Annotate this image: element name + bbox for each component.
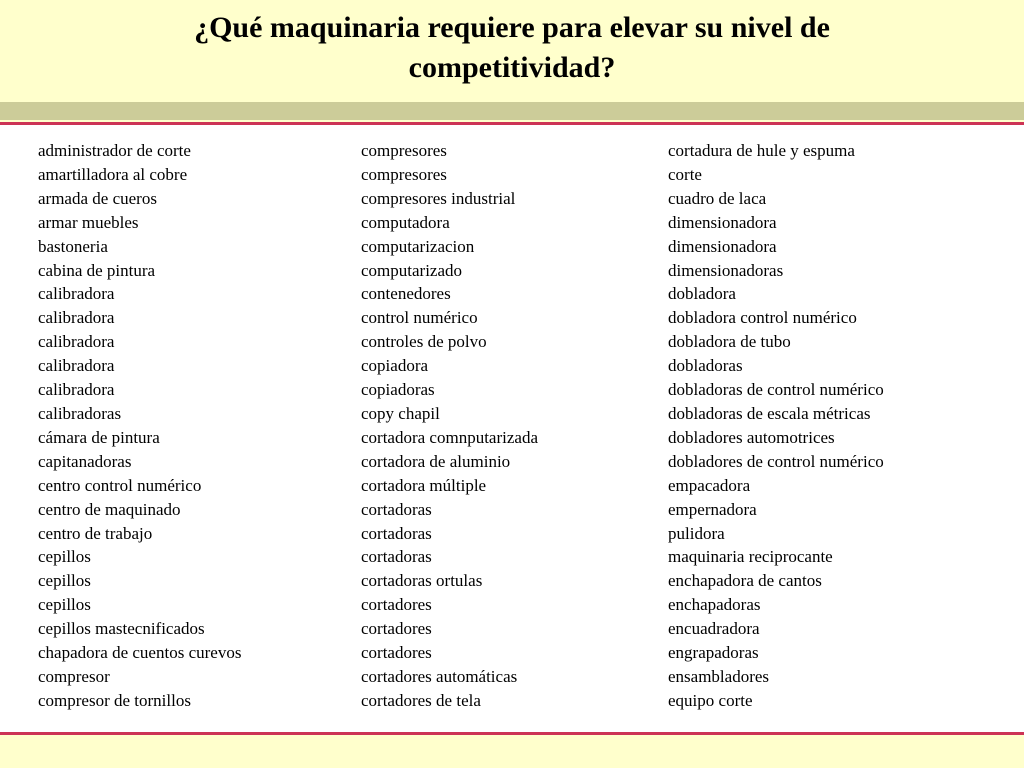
list-item: equipo corte [668,690,753,710]
list-item: dobladora control numérico [668,308,857,328]
list-item: cortadores [361,619,432,639]
slide-title-line-1: ¿Qué maquinaria requiere para elevar su nivel de [194,11,830,44]
list-item: cortadores [361,643,432,663]
list-item: ensambladores [668,666,770,686]
list-item: contenedores [361,284,451,304]
list-item: compresor [38,666,110,686]
list-item: dobladores de control numérico [668,451,884,471]
list-item: cortadura de hule y espuma [668,141,855,160]
list-item: cortadoras [361,499,432,519]
list-item: armar muebles [38,212,139,232]
slide-title-line-2: competitividad? [408,51,616,84]
machinery-list-column-1 [38,139,241,713]
list-item: cortadoras [361,523,432,543]
list-item: calibradora [38,308,115,328]
header-divider-olive [0,102,1024,120]
list-item: compresores [361,141,447,160]
header-divider-red [0,122,1024,125]
list-item: centro de maquinado [38,499,181,519]
list-item: calibradoras [38,403,122,423]
list-item: centro de trabajo [38,523,153,543]
list-item: dobladores automotrices [668,427,835,447]
list-item: cepillos [38,571,91,591]
list-item: copy chapil [361,403,440,423]
list-item: corte [668,164,702,184]
list-item: computarizado [361,260,463,280]
list-item: cortadoras [361,547,432,567]
list-item: enchapadora de cantos [668,571,822,591]
title-header [0,0,1024,102]
list-item: cortadores de tela [361,690,481,710]
list-item: calibradora [38,332,115,352]
list-item: compresores [361,164,447,184]
list-item: calibradora [38,356,115,376]
list-item: maquinaria reciprocante [668,547,833,567]
list-item: cortadoras ortulas [361,571,483,591]
list-item: dimensionadoras [668,260,784,280]
list-item: empernadora [668,499,757,519]
list-item: dobladora de tubo [668,332,791,352]
list-item: centro control numérico [38,475,202,495]
list-item: cepillos mastecnificados [38,619,205,639]
list-item: calibradora [38,380,115,400]
list-item: administrador de corte [38,141,191,160]
list-item: control numérico [361,308,478,328]
list-item: dobladora [668,284,736,304]
list-item: enchapadoras [668,595,761,615]
list-item: bastoneria [38,236,108,256]
list-item: chapadora de cuentos curevos [38,643,242,663]
footer-band [0,735,1024,768]
slide-title [0,8,1024,88]
machinery-list-column-2 [361,139,538,713]
list-item: controles de polvo [361,332,487,352]
list-item: calibradora [38,284,115,304]
list-item: cortadora comnputarizada [361,427,538,447]
list-item: compresores industrial [361,188,516,208]
list-item: compresor de tornillos [38,690,191,710]
list-item: amartilladora al cobre [38,164,188,184]
list-item: copiadora [361,356,429,376]
list-item: computadora [361,212,450,232]
list-item: cortadores automáticas [361,666,518,686]
list-item: copiadoras [361,380,435,400]
machinery-list-column-3 [668,139,884,713]
list-item: pulidora [668,523,725,543]
list-item: engrapadoras [668,643,759,663]
list-item: computarizacion [361,236,475,256]
list-item: dimensionadora [668,236,777,256]
list-item: cuadro de laca [668,188,767,208]
list-item: cortadora de aluminio [361,451,511,471]
list-item: dimensionadora [668,212,777,232]
list-item: dobladoras de escala métricas [668,403,871,423]
list-item: cortadora múltiple [361,475,487,495]
list-item: dobladoras [668,356,743,376]
list-item: encuadradora [668,619,760,639]
list-item: dobladoras de control numérico [668,380,884,400]
list-item: capitanadoras [38,451,132,471]
list-item: armada de cueros [38,188,157,208]
list-item: cámara de pintura [38,427,160,447]
list-item: cepillos [38,547,91,567]
list-item: cortadores [361,595,432,615]
list-item: cepillos [38,595,91,615]
list-item: cabina de pintura [38,260,156,280]
list-item: empacadora [668,475,751,495]
